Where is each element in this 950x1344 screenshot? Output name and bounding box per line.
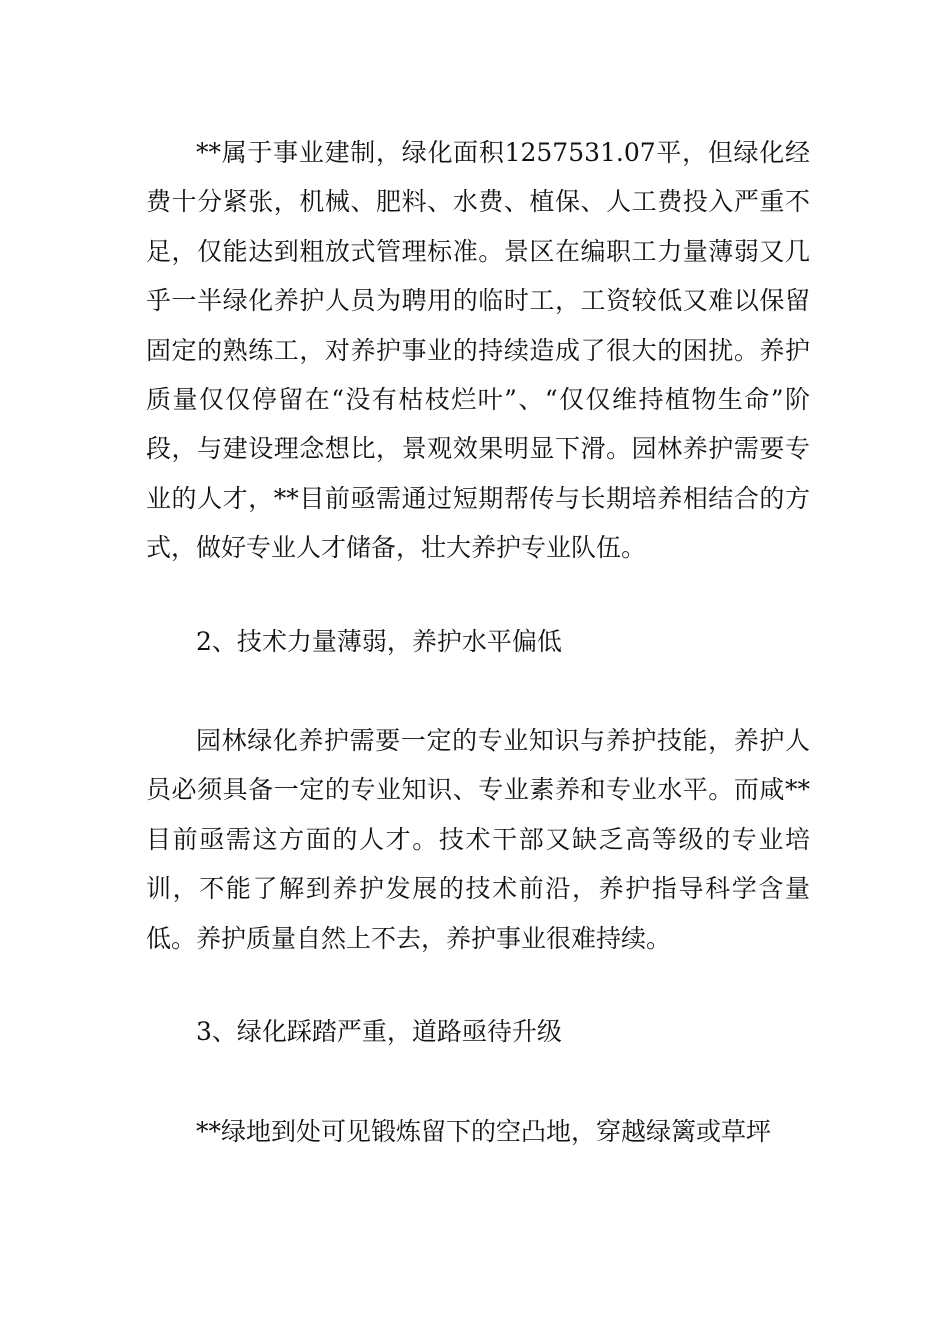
document-body [146, 128, 810, 1156]
paragraph-funding-shortage: **属于事业建制，绿化面积1257531.07平，但绿化经费十分紧张，机械、肥料、水费、植保、人工费投入严重不足，仅能达到粗放式管理标准。景区在编职工力量薄弱又几乎一半绿化养护人员为聘用的临时工，工资较低又难以保留固定的熟练工，对养护事业的持续造成了很大的困扰。养护质量仅仅停留在“没有枯枝烂叶”、“仅仅维持植物生命”阶段，与建设理念想比，景观效果明显下滑。园林养护需要专业的人才，**目前亟需通过短期帮传与长期培养相结合的方式，做好专业人才储备，壮大养护专业队伍。 [146, 138, 810, 563]
paragraph-spacer [146, 666, 810, 716]
paragraph-spacer [146, 963, 810, 1007]
paragraph-spacer [146, 573, 810, 617]
section-heading-technical-strength: 2、技术力量薄弱，养护水平偏低 [196, 626, 562, 656]
paragraph-professional-skills: 园林绿化养护需要一定的专业知识与养护技能，养护人员必须具备一定的专业知识、专业素养和专业水平。而咸**目前亟需这方面的人才。技术干部又缺乏高等级的专业培训，不能了解到养护发展的技术前沿，养护指导科学含量低。养护质量自然上不去，养护事业很难持续。 [146, 726, 810, 953]
section-heading-trampling-roads: 3、绿化踩踏严重，道路亟待升级 [196, 1017, 562, 1047]
paragraph-green-space-damage: **绿地到处可见锻炼留下的空凸地，穿越绿篱或草坪 [196, 1116, 772, 1146]
paragraph-spacer [146, 1057, 810, 1107]
